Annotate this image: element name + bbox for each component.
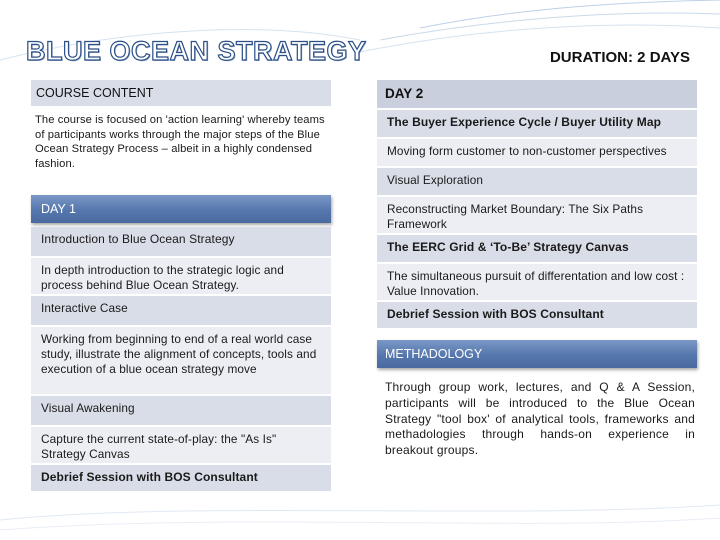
day1-item-intro-heading: Introduction to Blue Ocean Strategy bbox=[31, 227, 331, 258]
day1-item-awakening-heading: Visual Awakening bbox=[31, 396, 331, 427]
course-content-header: COURSE CONTENT bbox=[31, 80, 331, 106]
page-title: BLUE OCEAN STRATEGY bbox=[26, 36, 367, 66]
day2-item-eerc-grid: The EERC Grid & ‘To-Be’ Strategy Canvas bbox=[377, 235, 697, 264]
day2-banner: DAY 2 bbox=[377, 80, 697, 108]
day2-item-six-paths: Reconstructing Market Boundary: The Six Paths Framework bbox=[377, 197, 697, 235]
day2-column bbox=[377, 80, 697, 459]
day2-item-visual-exploration: Visual Exploration bbox=[377, 168, 697, 197]
day2-item-buyer-cycle: The Buyer Experience Cycle / Buyer Utility Map bbox=[377, 110, 697, 139]
day1-item-intro-desc: In depth introduction to the strategic logic and process behind Blue Ocean Strategy. bbox=[31, 258, 331, 296]
day2-item-non-customer: Moving form customer to non-customer perspectives bbox=[377, 139, 697, 168]
day1-banner: DAY 1 bbox=[31, 195, 331, 223]
day1-item-awakening-desc: Capture the current state-of-play: the "As Is" Strategy Canvas bbox=[31, 427, 331, 465]
day1-item-case-heading: Interactive Case bbox=[31, 296, 331, 327]
day1-item-case-desc: Working from beginning to end of a real world case study, illustrate the alignment of concepts, tools and execution of a blue ocean strategy move bbox=[31, 327, 331, 396]
methodology-banner: METHADOLOGY bbox=[377, 340, 697, 368]
day2-item-debrief: Debrief Session with BOS Consultant bbox=[377, 302, 697, 330]
methodology-text: Through group work, lectures, and Q & A Session, participants will be introduced to the Blue Ocean Strategy "tool box' of analytical tools, frameworks and methadologies through hands-on experience in breakout groups. bbox=[385, 380, 695, 458]
day1-column bbox=[31, 80, 331, 493]
day2-item-value-innovation: The simultaneous pursuit of differentation and low cost : Value Innovation. bbox=[377, 264, 697, 302]
day1-item-debrief: Debrief Session with BOS Consultant bbox=[31, 465, 331, 493]
course-intro-text: The course is focused on 'action learning' whereby teams of participants works through the major steps of the Blue Ocean Strategy Process – albeit in a highly condensed fashion. bbox=[35, 114, 325, 170]
duration-label: DURATION: 2 DAYS bbox=[549, 49, 690, 66]
